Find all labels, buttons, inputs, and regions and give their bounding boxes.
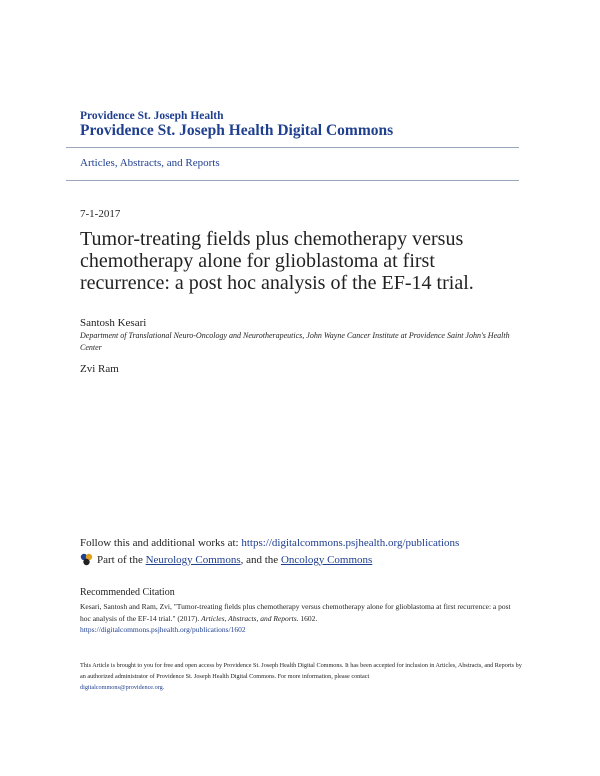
- citation-series: Articles, Abstracts, and Reports: [201, 613, 297, 623]
- citation-text: Kesari, Santosh and Ram, Zvi, "Tumor-treating fields plus chemotherapy versus chemotherapy alone for glioblastoma at first recurrence: a post hoc analysis of the EF-14 trial." (2017).: [80, 602, 511, 623]
- part-of-line: [80, 553, 372, 566]
- author-name: Zvi Ram: [80, 363, 119, 375]
- citation-url-link[interactable]: https://digitalcommons.psjhealth.org/publications/1602: [80, 625, 246, 634]
- follow-line: [80, 537, 459, 549]
- header-divider-top: [66, 147, 519, 148]
- publication-date: 7-1-2017: [80, 208, 121, 220]
- contact-email-link[interactable]: digitalcommons@providence.org: [80, 684, 163, 691]
- header-divider-bottom: [66, 180, 519, 181]
- author-affiliation: Department of Translational Neuro-Oncology and Neurotherapeutics, John Wayne Cancer Institute at Providence Saint John's Health Center: [80, 331, 510, 352]
- footer-end: .: [162, 684, 165, 691]
- neurology-commons-link[interactable]: Neurology Commons: [145, 553, 241, 566]
- author-name: Santosh Kesari: [80, 317, 147, 329]
- part-of-prefix: Part of the: [97, 553, 143, 566]
- oncology-commons-link[interactable]: Oncology Commons: [280, 553, 373, 566]
- recommended-citation-heading: Recommended Citation: [80, 587, 175, 598]
- footer-text: This Article is brought to you for free and open access by Providence St. Joseph Health Digital Commons. It has been accepted for inclusion in Articles, Abstracts, and Reports by an authorized administrator of Providence St. Joseph Health Digital Commons. For more information, please contact: [80, 662, 522, 680]
- recommended-citation: [80, 601, 520, 636]
- series-link[interactable]: Articles, Abstracts, and Reports: [80, 157, 220, 169]
- bepress-network-icon: [80, 553, 93, 566]
- citation-number: . 1602.: [296, 613, 318, 623]
- collection-url-link[interactable]: https://digitalcommons.psjhealth.org/publications: [241, 537, 460, 549]
- part-of-middle: , and the: [240, 553, 279, 566]
- institution-link[interactable]: Providence St. Joseph Health: [80, 110, 224, 122]
- follow-prefix: Follow this and additional works at:: [80, 537, 242, 549]
- article-title: Tumor-treating fields plus chemotherapy versus chemotherapy alone for glioblastoma at first recurrence: a post hoc analysis of the EF-14 trial.: [80, 228, 474, 294]
- footer-notice: [80, 660, 525, 693]
- repository-link[interactable]: Providence St. Joseph Health Digital Commons: [80, 122, 394, 139]
